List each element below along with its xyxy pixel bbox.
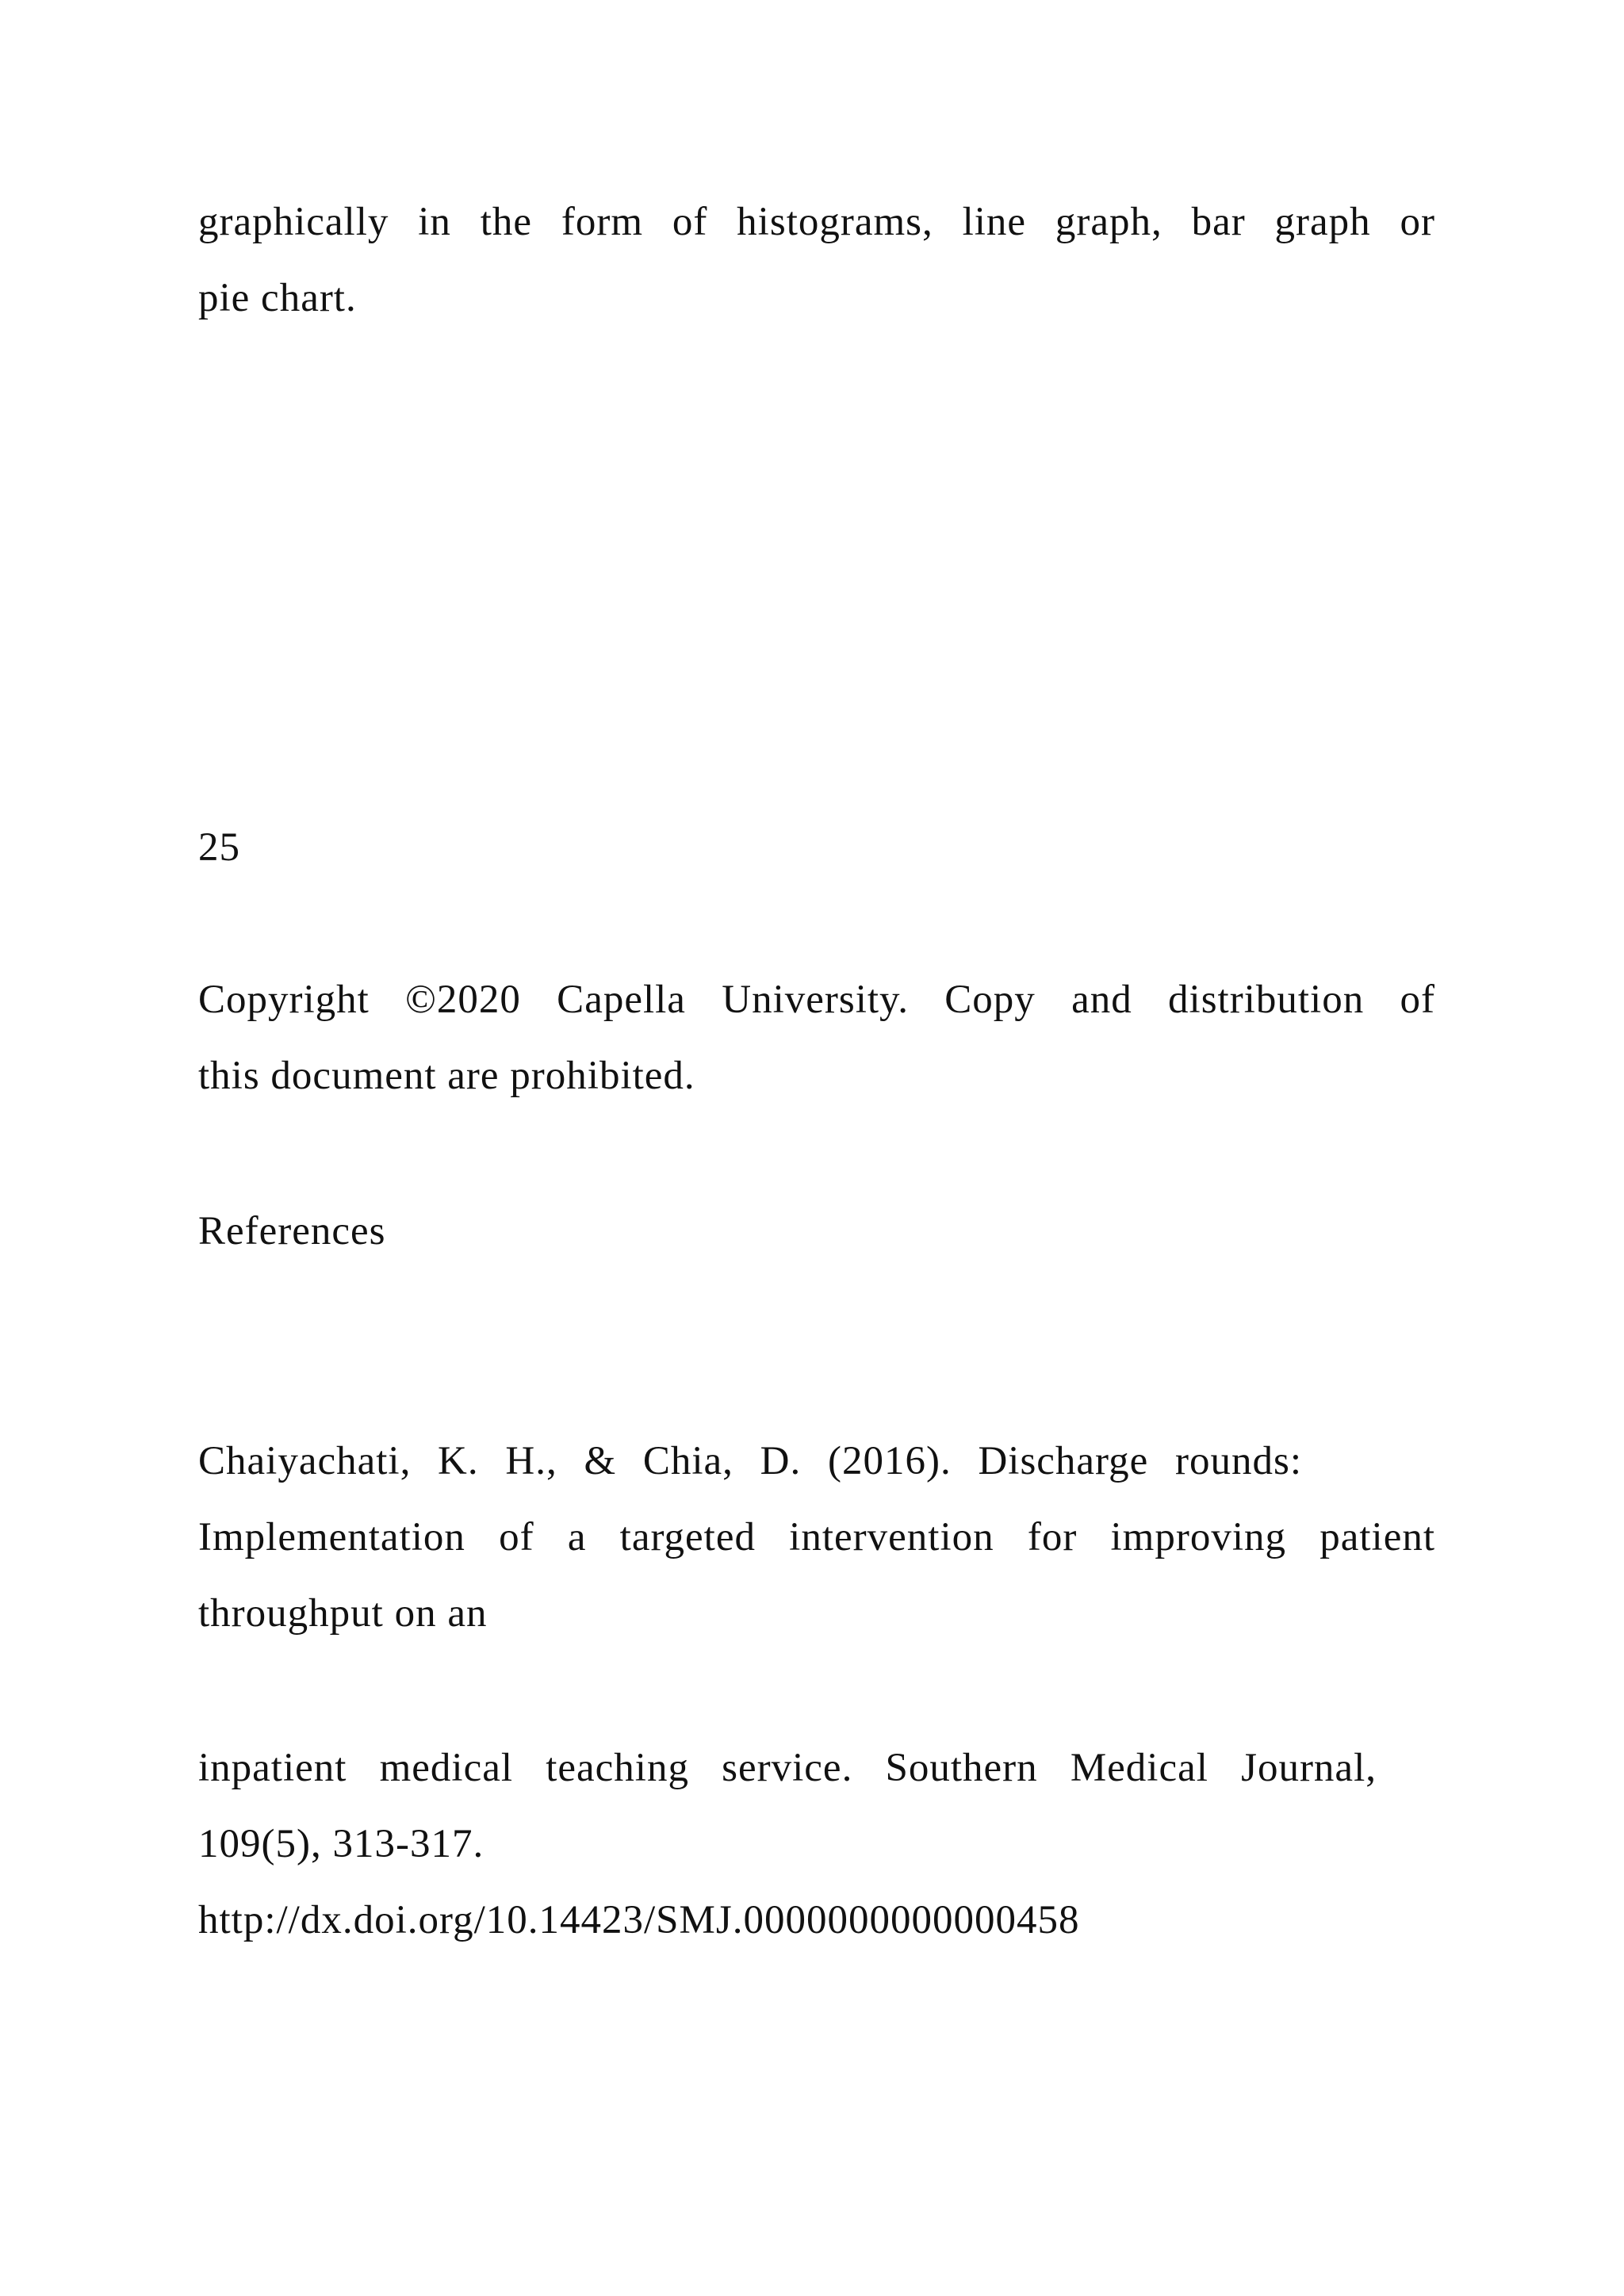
reference-1-line-3: throughput on an [198, 1591, 488, 1636]
copyright-line-1: Copyright ©2020 Capella University. Copy and distribution of [198, 978, 1435, 1022]
page-number [198, 809, 1435, 886]
reference-1-line-4: inpatient medical teaching service. Southern Medical Journal, [198, 1746, 1377, 1790]
reference-1-line-5: 109(5), 313-317. [198, 1822, 485, 1866]
reference-1-line-1: Chaiyachati, K. H., & Chia, D. (2016). Discharge rounds: [198, 1439, 1302, 1483]
intro-paragraph [198, 184, 1435, 336]
references-heading-text: References [198, 1209, 386, 1253]
intro-line-1: graphically in the form of histograms, line graph, bar graph or [198, 200, 1435, 244]
page-number-text: 25 [198, 825, 240, 870]
reference-entry-1-part-1 [198, 1423, 1435, 1651]
reference-entry-1-part-2 [198, 1730, 1435, 1958]
reference-1-doi-link[interactable]: http://dx.doi.org/10.14423/SMJ.0000000000000458 [198, 1898, 1080, 1942]
copyright-notice [198, 962, 1435, 1114]
references-heading [198, 1193, 1435, 1269]
reference-1-line-2: Implementation of a targeted intervention for improving patient [198, 1515, 1435, 1559]
copyright-line-2: this document are prohibited. [198, 1054, 695, 1098]
intro-line-2: pie chart. [198, 276, 357, 320]
